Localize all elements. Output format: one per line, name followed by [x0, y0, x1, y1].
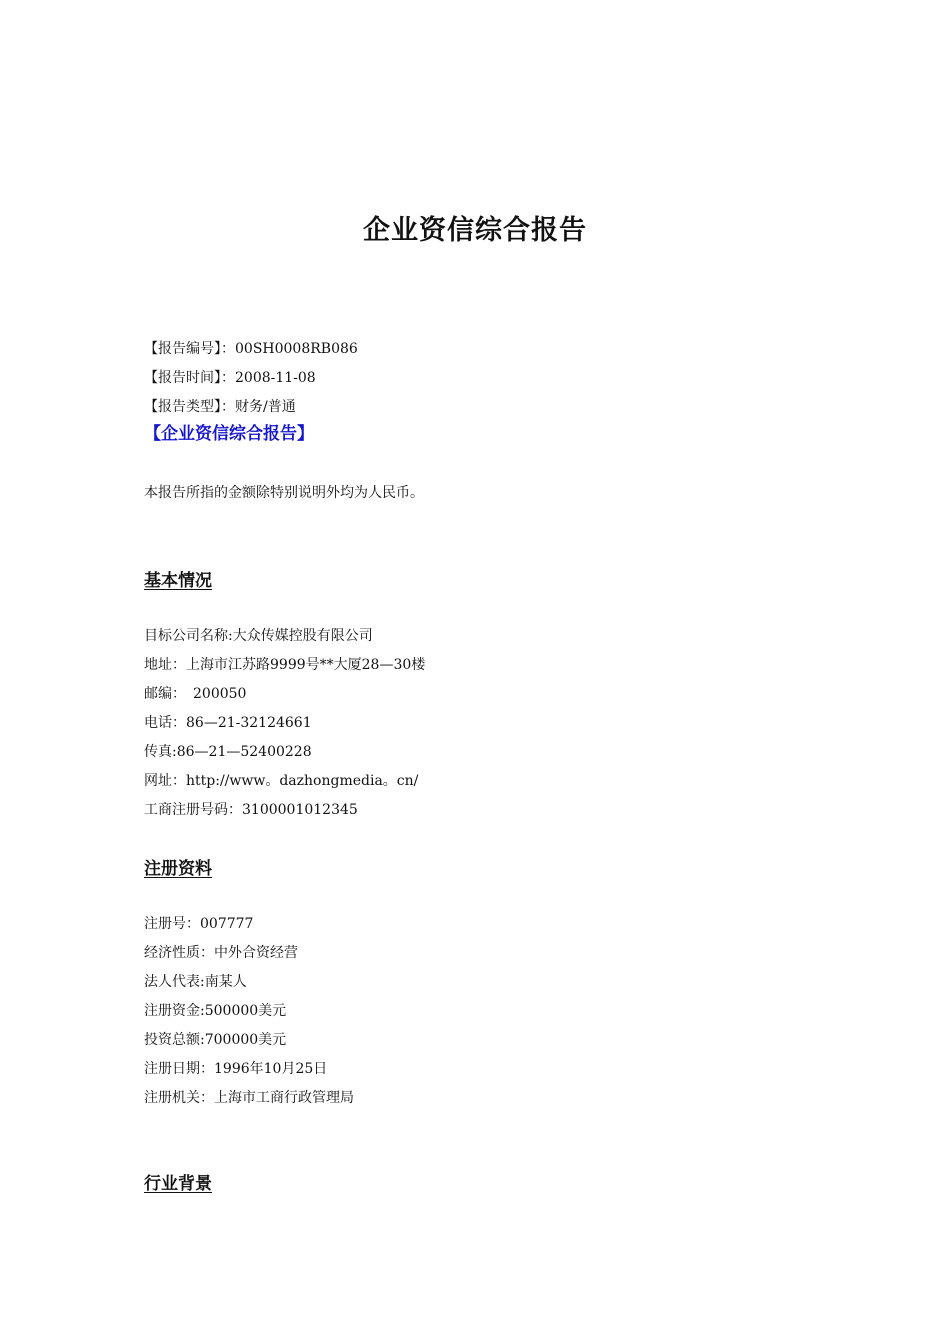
report-date: 【报告时间】：2008-11-08 [144, 370, 316, 386]
postal-code: 邮编： 200050 [144, 686, 247, 702]
registered-capital: 注册资金:500000美元 [144, 1003, 287, 1019]
fax: 传真:86—21—52400228 [144, 744, 312, 760]
website: 网址：http://www。dazhongmedia。cn/ [144, 773, 419, 789]
registration-info [144, 910, 844, 1113]
section-heading-basic: 基本情况 [144, 571, 212, 591]
basic-info [144, 622, 844, 825]
section-heading-industry: 行业背景 [144, 1174, 212, 1194]
report-number: 【报告编号】：00SH0008RB086 [144, 341, 358, 357]
currency-note-block [144, 479, 844, 508]
document-title: 企业资信综合报告 [363, 215, 587, 246]
registration-date: 注册日期：1996年10月25日 [144, 1061, 328, 1077]
phone: 电话：86—21-32124661 [144, 715, 312, 731]
economic-nature: 经济性质：中外合资经营 [144, 945, 298, 961]
total-investment: 投资总额:700000美元 [144, 1032, 287, 1048]
report-heading: 【企业资信综合报告】 [144, 424, 314, 444]
company-name: 目标公司名称:大众传媒控股有限公司 [144, 628, 373, 644]
business-registration-number: 工商注册号码：3100001012345 [144, 802, 358, 818]
report-type: 【报告类型】：财务/普通 [144, 399, 296, 415]
section-heading-registration: 注册资料 [144, 859, 212, 879]
company-address: 地址：上海市江苏路9999号**大厦28—30楼 [144, 657, 426, 673]
registration-number: 注册号：007777 [144, 916, 254, 932]
legal-representative: 法人代表:南某人 [144, 974, 247, 990]
registration-authority: 注册机关：上海市工商行政管理局 [144, 1090, 354, 1106]
currency-note: 本报告所指的金额除特别说明外均为人民币。 [144, 485, 424, 501]
report-meta [144, 335, 844, 446]
